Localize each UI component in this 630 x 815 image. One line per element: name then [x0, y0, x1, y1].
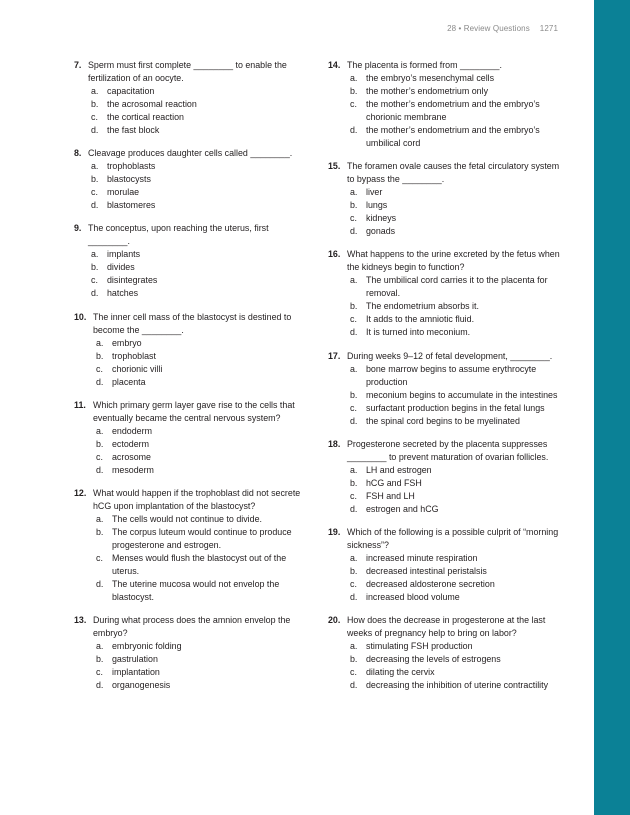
question-number: 18.: [328, 438, 341, 449]
option-text: ectoderm: [112, 438, 149, 449]
answer-option: [74, 438, 306, 451]
answer-option: [328, 124, 560, 150]
option-text: embryonic folding: [112, 641, 182, 652]
option-letter: d.: [350, 125, 358, 135]
option-letter: a.: [350, 275, 358, 286]
option-text: the mother’s endometrium only: [366, 86, 489, 96]
answer-options: [328, 464, 560, 516]
question-text: The inner cell mass of the blastocyst is destined to become the ________.: [93, 311, 292, 335]
answer-option: [74, 261, 306, 274]
answer-option: [328, 640, 560, 653]
option-text: the acrosomal reaction: [107, 99, 197, 109]
option-letter: c.: [91, 187, 98, 198]
option-text: dilating the cervix: [366, 667, 435, 678]
option-text: implants: [107, 249, 141, 260]
question-text: The foramen ovale causes the fetal circulatory system to bypass the ________.: [347, 161, 560, 185]
option-text: Menses would flush the blastocyst out of the uterus.: [112, 552, 287, 576]
option-letter: c.: [96, 552, 103, 563]
question-item: [74, 311, 306, 389]
option-letter: a.: [350, 363, 358, 374]
question-text: What happens to the urine excreted by the fetus when the kidneys begin to function?: [347, 249, 560, 273]
answer-options: [74, 248, 306, 300]
option-letter: c.: [350, 490, 357, 501]
option-letter: d.: [96, 464, 104, 475]
question-stem: [74, 59, 306, 85]
answer-options: [328, 274, 560, 339]
option-letter: b.: [350, 86, 358, 96]
option-text: the mother’s endometrium and the embryo’s umbilical cord: [366, 125, 540, 148]
question-item: [74, 59, 306, 137]
answer-options: [74, 513, 306, 604]
option-letter: b.: [96, 438, 104, 449]
option-text: decreasing the inhibition of uterine contractility: [366, 680, 549, 691]
option-letter: a.: [96, 337, 104, 348]
question-item: [328, 526, 560, 604]
option-text: implantation: [112, 667, 160, 678]
question-item: [74, 147, 306, 212]
option-letter: b.: [350, 477, 358, 488]
option-letter: a.: [350, 641, 358, 652]
option-text: blastomeres: [107, 200, 156, 211]
option-text: surfactant production begins in the fetal lungs: [366, 402, 545, 413]
answer-option: [74, 578, 306, 604]
question-text: During weeks 9–12 of fetal development, ________.: [347, 350, 553, 361]
answer-option: [328, 653, 560, 666]
question-text: The placenta is formed from ________.: [347, 60, 502, 70]
option-letter: c.: [350, 402, 357, 413]
option-letter: d.: [96, 680, 104, 691]
question-number: 20.: [328, 615, 341, 626]
option-letter: d.: [91, 200, 99, 211]
question-stem: [328, 59, 560, 72]
option-text: FSH and LH: [366, 490, 415, 501]
answer-option: [328, 490, 560, 503]
option-text: trophoblasts: [107, 161, 156, 172]
question-number: 8.: [74, 148, 82, 159]
question-stem: [74, 147, 306, 160]
answer-option: [328, 565, 560, 578]
option-letter: b.: [91, 174, 99, 185]
option-letter: d.: [350, 415, 358, 426]
question-item: [74, 487, 306, 604]
question-text: Cleavage produces daughter cells called ________.: [88, 148, 293, 159]
answer-option: [74, 337, 306, 350]
option-letter: b.: [350, 565, 358, 576]
option-text: hCG and FSH: [366, 477, 422, 488]
answer-option: [328, 326, 560, 339]
question-stem: [74, 614, 306, 640]
option-letter: b.: [96, 654, 104, 665]
chapter-label: 28 • Review Questions: [447, 24, 530, 33]
option-text: hatches: [107, 288, 139, 299]
option-text: the mother’s endometrium and the embryo’s chorionic membrane: [366, 99, 540, 122]
option-letter: c.: [96, 667, 103, 678]
answer-option: [74, 98, 306, 111]
answer-option: [328, 72, 560, 85]
option-text: decreasing the levels of estrogens: [366, 654, 501, 665]
question-item: [328, 248, 560, 339]
answer-option: [74, 160, 306, 173]
answer-options: [74, 85, 306, 137]
option-letter: d.: [350, 680, 358, 691]
question-item: [328, 438, 560, 516]
option-letter: b.: [350, 389, 358, 400]
option-text: gonads: [366, 226, 396, 237]
option-text: morulae: [107, 187, 140, 198]
option-text: increased minute respiration: [366, 552, 478, 563]
question-text: Which of the following is a possible culprit of “morning sickness”?: [347, 526, 559, 550]
option-text: acrosome: [112, 451, 151, 462]
answer-option: [74, 350, 306, 363]
option-letter: a.: [350, 552, 358, 563]
question-stem: [74, 311, 306, 337]
option-letter: d.: [96, 578, 104, 589]
answer-option: [328, 85, 560, 98]
question-stem: [74, 222, 306, 248]
question-text: Progesterone secreted by the placenta suppresses ________ to prevent maturation of ovarian follicles.: [347, 438, 549, 462]
answer-option: [74, 124, 306, 137]
answer-option: [74, 513, 306, 526]
option-letter: a.: [96, 641, 104, 652]
answer-option: [328, 389, 560, 402]
question-stem: [328, 438, 560, 464]
option-letter: d.: [350, 591, 358, 602]
option-text: bone marrow begins to assume erythrocyte production: [366, 363, 537, 387]
answer-options: [74, 337, 306, 389]
option-text: divides: [107, 262, 135, 273]
page-number: 1271: [539, 24, 558, 33]
question-text: Sperm must first complete ________ to enable the fertilization of an oocyte.: [88, 60, 287, 83]
question-text: During what process does the amnion envelop the embryo?: [93, 615, 291, 639]
option-letter: b.: [91, 99, 99, 109]
option-letter: b.: [350, 301, 358, 312]
answer-options: [328, 72, 560, 150]
answer-option: [328, 98, 560, 124]
answer-option: [328, 679, 560, 692]
answer-option: [328, 503, 560, 516]
answer-option: [328, 225, 560, 238]
option-letter: a.: [91, 86, 99, 96]
answer-option: [328, 186, 560, 199]
question-stem: [328, 526, 560, 552]
question-stem: [74, 399, 306, 425]
option-text: The endometrium absorbs it.: [366, 301, 479, 312]
question-text: The conceptus, upon reaching the uterus, first ________.: [88, 223, 269, 247]
option-letter: a.: [350, 73, 358, 83]
answer-option: [74, 653, 306, 666]
option-letter: b.: [96, 350, 104, 361]
option-text: increased blood volume: [366, 591, 460, 602]
option-text: the cortical reaction: [107, 112, 184, 122]
option-letter: c.: [91, 275, 98, 286]
option-letter: c.: [91, 112, 98, 122]
question-number: 7.: [74, 60, 82, 70]
option-letter: c.: [96, 363, 103, 374]
option-text: organogenesis: [112, 680, 171, 691]
question-item: [74, 614, 306, 692]
answer-options: [328, 552, 560, 604]
running-header: [447, 24, 558, 33]
answer-option: [328, 415, 560, 428]
question-number: 17.: [328, 350, 341, 361]
answer-options: [74, 160, 306, 212]
option-letter: a.: [91, 249, 99, 260]
question-number: 13.: [74, 615, 87, 626]
answer-option: [74, 287, 306, 300]
option-text: The corpus luteum would continue to produce progesterone and estrogen.: [112, 526, 292, 550]
answer-option: [74, 526, 306, 552]
option-letter: c.: [350, 578, 357, 589]
option-letter: b.: [350, 200, 358, 211]
question-item: [328, 160, 560, 238]
answer-option: [328, 313, 560, 326]
answer-option: [74, 274, 306, 287]
question-number: 14.: [328, 60, 341, 70]
question-number: 19.: [328, 526, 341, 537]
answer-option: [328, 578, 560, 591]
answer-option: [328, 363, 560, 389]
option-text: meconium begins to accumulate in the intestines: [366, 389, 558, 400]
option-letter: d.: [350, 226, 358, 237]
option-letter: d.: [350, 327, 358, 338]
question-item: [74, 222, 306, 300]
option-letter: a.: [96, 513, 104, 524]
option-text: The uterine mucosa would not envelop the blastocyst.: [112, 578, 280, 602]
option-text: LH and estrogen: [366, 464, 432, 475]
question-item: [328, 614, 560, 692]
option-letter: b.: [96, 526, 104, 537]
answer-option: [74, 173, 306, 186]
option-letter: b.: [350, 654, 358, 665]
answer-option: [328, 552, 560, 565]
option-letter: d.: [350, 503, 358, 514]
answer-options: [328, 186, 560, 238]
answer-option: [74, 186, 306, 199]
question-number: 11.: [74, 399, 86, 410]
option-text: trophoblast: [112, 350, 156, 361]
option-text: decreased aldosterone secretion: [366, 578, 495, 589]
option-letter: d.: [91, 288, 99, 299]
question-stem: [74, 487, 306, 513]
answer-options: [328, 363, 560, 428]
answer-option: [74, 666, 306, 679]
option-text: the fast block: [107, 125, 160, 135]
option-text: capacitation: [107, 86, 155, 96]
option-text: chorionic villi: [112, 363, 163, 374]
question-number: 12.: [74, 487, 87, 498]
option-text: The cells would not continue to divide.: [112, 513, 262, 524]
option-text: disintegrates: [107, 275, 158, 286]
question-stem: [328, 248, 560, 274]
option-text: liver: [366, 187, 383, 198]
answer-option: [74, 376, 306, 389]
answer-option: [74, 199, 306, 212]
answer-option: [328, 591, 560, 604]
option-letter: a.: [91, 161, 99, 172]
option-text: kidneys: [366, 213, 397, 224]
answer-option: [328, 464, 560, 477]
answer-option: [328, 274, 560, 300]
answer-option: [74, 640, 306, 653]
answer-option: [74, 451, 306, 464]
option-text: mesoderm: [112, 464, 154, 475]
answer-option: [328, 477, 560, 490]
side-accent-bar: [594, 0, 630, 815]
question-number: 10.: [74, 311, 87, 322]
question-text: What would happen if the trophoblast did not secrete hCG upon implantation of the blastocyst?: [93, 487, 301, 511]
answer-option: [74, 464, 306, 477]
option-letter: c.: [350, 213, 357, 224]
option-text: estrogen and hCG: [366, 503, 439, 514]
option-text: placenta: [112, 376, 146, 387]
question-number: 15.: [328, 161, 341, 172]
option-text: gastrulation: [112, 654, 158, 665]
answer-option: [74, 248, 306, 261]
answer-option: [328, 666, 560, 679]
option-letter: a.: [350, 464, 358, 475]
option-text: It adds to the amniotic fluid.: [366, 314, 475, 325]
question-item: [328, 59, 560, 150]
question-stem: [328, 160, 560, 186]
option-letter: d.: [96, 376, 104, 387]
answer-option: [328, 199, 560, 212]
answer-option: [328, 212, 560, 225]
question-item: [74, 399, 306, 477]
answer-option: [74, 552, 306, 578]
option-letter: a.: [96, 425, 104, 436]
option-letter: c.: [350, 667, 357, 678]
answer-option: [328, 300, 560, 313]
option-text: the spinal cord begins to be myelinated: [366, 415, 520, 426]
option-text: It is turned into meconium.: [366, 327, 471, 338]
answer-option: [74, 363, 306, 376]
option-letter: d.: [91, 125, 99, 135]
answer-options: [74, 425, 306, 477]
question-stem: [328, 614, 560, 640]
question-text: How does the decrease in progesterone at the last weeks of pregnancy help to bring on labor?: [347, 615, 546, 639]
option-letter: c.: [350, 314, 357, 325]
left-question-column: [74, 59, 306, 702]
question-number: 9.: [74, 223, 82, 234]
option-text: endoderm: [112, 425, 152, 436]
question-item: [328, 350, 560, 428]
answer-option: [74, 85, 306, 98]
option-text: decreased intestinal peristalsis: [366, 565, 487, 576]
answer-options: [74, 640, 306, 692]
option-text: The umbilical cord carries it to the placenta for removal.: [366, 275, 548, 299]
question-text: Which primary germ layer gave rise to the cells that eventually became the central nervous system?: [93, 399, 295, 423]
answer-option: [74, 425, 306, 438]
question-number: 16.: [328, 249, 341, 260]
option-letter: c.: [350, 99, 357, 109]
question-stem: [328, 350, 560, 363]
option-text: lungs: [366, 200, 388, 211]
option-text: the embryo’s mesenchymal cells: [366, 73, 495, 83]
answer-option: [74, 679, 306, 692]
answer-option: [74, 111, 306, 124]
answer-options: [328, 640, 560, 692]
option-letter: c.: [96, 451, 103, 462]
answer-option: [328, 402, 560, 415]
option-letter: a.: [350, 187, 358, 198]
option-text: blastocysts: [107, 174, 151, 185]
right-question-column: [328, 59, 560, 702]
option-text: embryo: [112, 337, 142, 348]
option-text: stimulating FSH production: [366, 641, 473, 652]
option-letter: b.: [91, 262, 99, 273]
